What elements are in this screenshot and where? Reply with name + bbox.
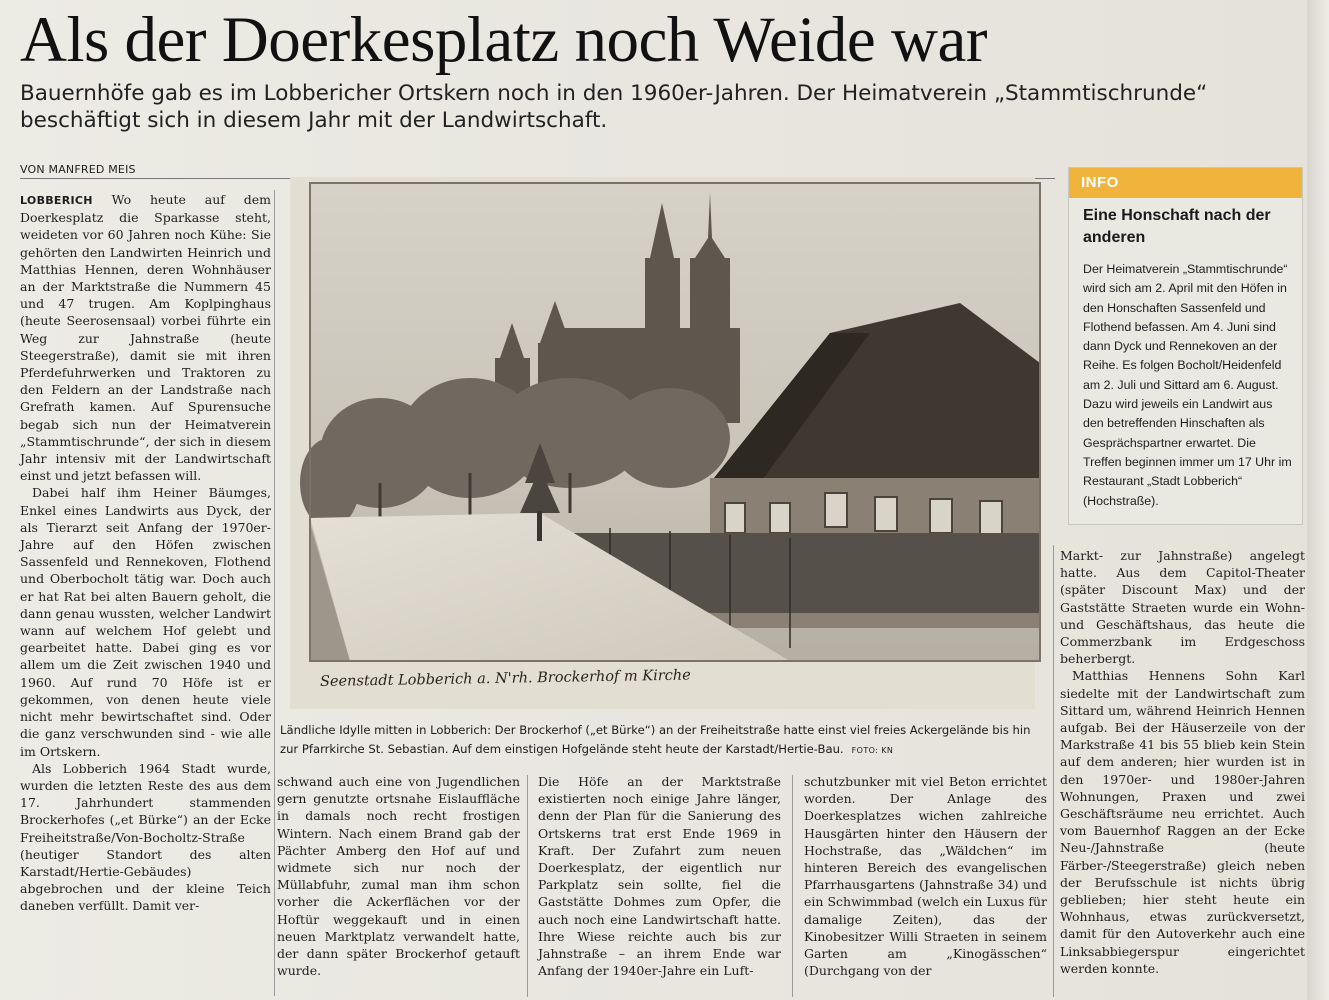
article-column-3 (538, 773, 781, 996)
article-column-5 (1060, 547, 1305, 995)
info-tag: INFO (1069, 168, 1302, 198)
article-column-4 (804, 773, 1047, 996)
headline: Als der Doerkesplatz noch Weide war (20, 4, 987, 76)
dateline: LOBBERICH (20, 194, 93, 207)
paragraph: Matthias Hennens Sohn Karl siedelte mit der Landwirtschaft zum Sittard um, während Heinrich Hennen aufgab. Bei der Häuserzeile von der Markstraße 41 bis 55 blieb kein Stein auf dem anderen; hier wurden ist in den 1970er- und 1980er-Jahren Wohnungen, Praxen und zwei Geschäftsräume neu errichtet. Auch vom Bauernhof Raggen an der Ecke Neu-/Jahnstraße (heute Färber-/Steegerstraße) gleich neben der Berufsschule ist nichts übrig geblieben; hier steht heute ein Wohnhaus, etwas zurückversetzt, damit für den Autoverkehr auch eine Linksabbiegerspur eingerichtet werden konnte. (1060, 668, 1305, 976)
paragraph: schutzbunker mit viel Beton errichtet worden. Der Anlage des Doerkesplatzes wichen zahlreiche Hausgärten hinter den Häusern der Hochstraße, das „Wäldchen“ im hinteren Bereich des evangelischen Pfarrhausgartens (Jahnstraße 34) und ein Schwimmbad (welch ein Luxus für damalige Zeiten), das der Kinobesitzer Willi Straeten in seinem Garten am „Kinogässchen“ (Durchgang von der (804, 774, 1047, 979)
paragraph-3: Als Lobberich 1964 Stadt wurde, wurden die letzten Reste des aus dem 17. Jahrhundert stammenden Brockerhofes („et Bürke“) an der Ecke Freiheitstraße/Von-Bocholtz-Straße (heutiger Standort des alten Karstadt/Hertie-Gebäudes) abgebrochen und der kleine Teich daneben verfüllt. Damit ver- (20, 760, 271, 914)
column-divider (527, 775, 528, 997)
paragraph: Markt- zur Jahnstraße) angelegt hatte. Aus dem Capitol-Theater (später Discount Max) und der Gaststätte Straeten wurde ein Wohn- und Geschäftshaus, das heute die Commerzbank im Erdgeschoss beherbergt. (1060, 548, 1305, 667)
page-edge (1307, 0, 1329, 1000)
postcard-inscription: Seenstadt Lobberich a. N'rh. Brockerhof m Kirche (319, 667, 691, 690)
paragraph-2: Dabei half ihm Heiner Bäumges, Enkel eines Landwirts aus Dyck, der als Tierarzt seit Anfang der 1970er-Jahre auf den Höfen zwischen Sassenfeld und Rennekoven, Flothend und Oberbocholt tätig war. Doch auch er hat Rat bei alten Bauern geholt, die dann genau wussten, welcher Landwirt wann auf welchem Hof gelebt und gearbeitet hatte. Dabei ging es vor allem um die Zeit zwischen 1940 und 1960. Auf rund 70 Höfe ist er gekommen, von denen heute viele nicht mehr bewirtschaftet sind. Oder die ganz verschwunden sind - wie alle im Ortskern. (20, 485, 271, 759)
column-divider (1053, 545, 1054, 997)
info-title: Eine Honschaft nach der anderen (1083, 207, 1271, 246)
article-column-2 (277, 773, 520, 996)
info-text: Der Heimatverein „Stammtischrunde“ wird sich am 2. April mit den Höfen in den Honschaften Sassenfeld und Flothend befassen. Am 4. Juni sind dann Dyck und Rennekoven an der Reihe. Es folgen Bocholt/Heidenfeld am 2. Juli und Sittard am 6. August. Dazu wird jeweils ein Landwirt aus den betreffenden Hinschaften als Gesprächspartner erwartet. Die Treffen beginnen immer um 17 Uhr im Restaurant „Stadt Lobberich“ (Hochstraße). (1083, 262, 1292, 508)
photo-credit: FOTO: KN (851, 746, 894, 755)
photo-caption (280, 721, 1050, 765)
byline: VON MANFRED MEIS (20, 163, 136, 176)
paragraph: Die Höfe an der Marktstraße existierten noch einige Jahre länger, denn der Plan für die Sanierung des Ortskerns trat erst Ende 1969 in Kraft. Der Zufahrt zum neuen Doerkesplatz, der eigentlich nur Parkplatz sein sollte, fiel die Gaststätte Dohmes zum Opfer, die auch noch eine Landwirtschaft hatte. Ihre Wiese reichte auch bis zur Jahnstraße – an ihrem Ende war Anfang der 1940er-Jahre ein Luft- (538, 774, 781, 979)
historic-postcard-photo (310, 183, 1040, 661)
column-divider (274, 190, 275, 996)
paragraph: schwand auch eine von Jugendlichen gern genutzte ortsnahe Eislauffläche in damals noch recht frostigen Wintern. Nach einem Brand gab der Pächter Amberg den Hof auf und widmete sich nur noch der Müllabfuhr, zumal man ihm schon vorher die Ackerflächen vor der Hoftür weggekauft und in einen neuen Marktplatz verwandelt hatte, der dann später Brockerhof getauft wurde. (277, 774, 520, 979)
info-box (1068, 167, 1303, 525)
article-column-1 (20, 191, 271, 914)
column-divider (792, 775, 793, 997)
paragraph-1-text: Wo heute auf dem Doerkesplatz die Sparkasse steht, weideten vor 60 Jahren noch Kühe: Sie gehörten den Landwirten Heinrich und Matthias Hennen, deren Wohnhäuser an der Marktstraße die Nummern 45 und 47 trugen. Am Koplpinghaus (heute Seerosensaal) vorbei führte ein Weg zur Jahnstraße (heute Steegerstraße), damit sie mit ihren Pferdefuhrwerken und Traktoren zu den Feldern an der Landstraße nach Grefrath kamen. Auf Spurensuche begab sich nun der Heimatverein „Stammtischrunde“, der sich in diesem Jahr intensiv mit der Landwirtschaft einst und jetzt befassen will. (20, 192, 271, 484)
paragraph-1 (20, 191, 271, 484)
photo-caption-text: Ländliche Idylle mitten in Lobberich: Der Brockerhof („et Bürke“) an der Freiheitstraße hatte einst viel freies Ackergelände bis hin zur Pfarrkirche St. Sebastian. Auf dem einstigen Hofgelände steht heute der Karstadt/Hertie-Bau. (280, 723, 1031, 756)
subheadline: Bauernhöfe gab es im Lobbericher Ortskern noch in den 1960er-Jahren. Der Heimatverein „Stammtischrunde“ beschäftigt sich in diesem Jahr mit der Landwirtschaft. (20, 81, 1208, 133)
